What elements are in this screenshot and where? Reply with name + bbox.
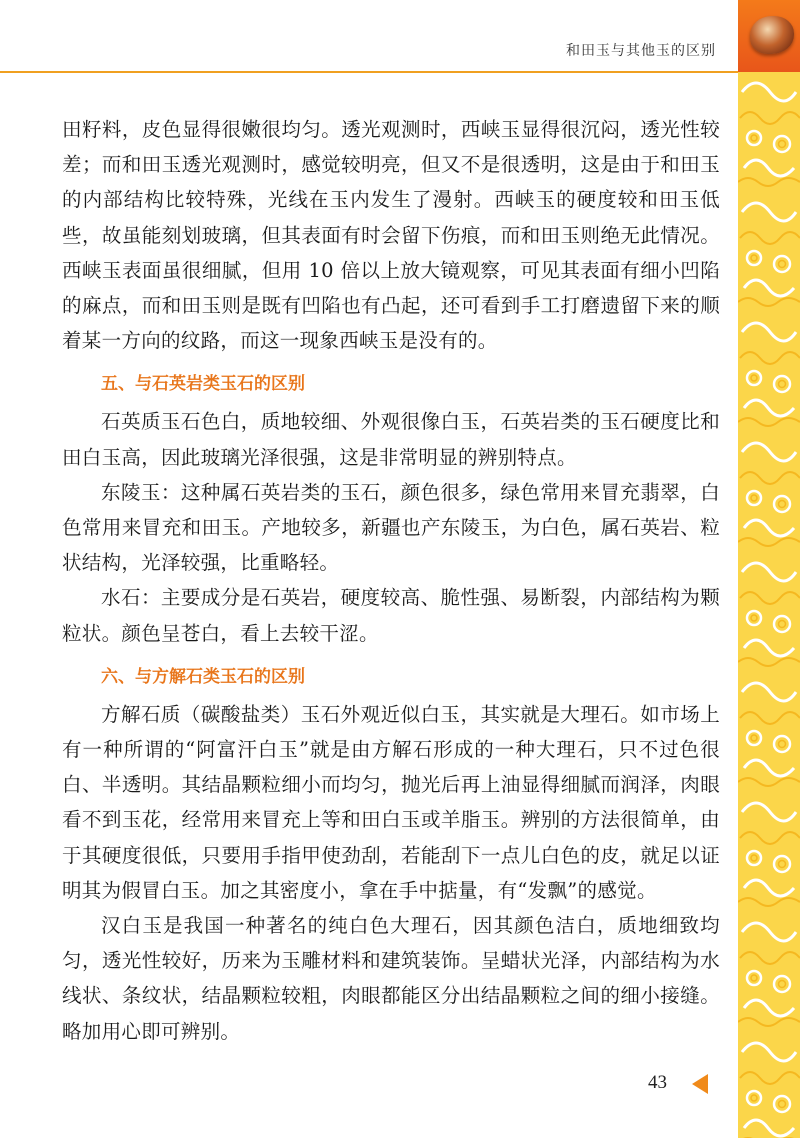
paragraph-calcite-jade: 方解石质（碳酸盐类）玉石外观近似白玉，其实就是大理石。如市场上有一种所谓的“阿富汗白玉”就是由方解石形成的一种大理石，只不过色很白、半透明。其结晶颗粒细小而均匀，抛光后再上油显得细腻而润泽，肉眼看不到玉花，经常用来冒充上等和田白玉或羊脂玉。辨别的方法很简单，由于其硬度很低，只要用手指甲使劲刮，若能刮下一点儿白色的皮，就足以证明其为假冒白玉。加之其密度小，拿在手中掂量，有“发飘”的感觉。 [62, 702, 720, 902]
paragraph-dongling-jade: 东陵玉：这种属石英岩类的玉石，颜色很多，绿色常用来冒充翡翠，白色常用来冒充和田玉。产地较多，新疆也产东陵玉，为白色，属石英岩、粒状结构，光泽较强，比重略轻。 [62, 480, 720, 575]
page-body [62, 112, 720, 1049]
corner-ornament [738, 0, 800, 72]
jade-stone-icon [750, 16, 794, 54]
paragraph-quartz-jade: 石英质玉石色白，质地较细、外观很像白玉，石英岩类的玉石硬度比和田白玉高，因此玻璃光泽很强，这是非常明显的辨别特点。 [62, 410, 720, 469]
running-title: 和田玉与其他玉的区别 [566, 43, 716, 59]
decorative-cloud-border [738, 72, 800, 1138]
page-number: 43 [648, 1072, 667, 1093]
paragraph-xixia-comparison: 田籽料，皮色显得很嫩很均匀。透光观测时，西峡玉显得很沉闷，透光性较差；而和田玉透光观测时，感觉较明亮，但又不是很透明，这是由于和田玉的内部结构比较特殊，光线在玉内发生了漫射。西峡玉的硬度较和田玉低些，故虽能刻划玻璃，但其表面有时会留下伤痕，而和田玉则绝无此情况。西峡玉表面虽很细腻，但用 10 倍以上放大镜观察，可见其表面有细小凹陷的麻点，而和田玉则是既有凹陷也有凸起，还可看到手工打磨遗留下来的顺着某一方向的纹路，而这一现象西峡玉是没有的。 [62, 118, 720, 353]
paragraph-han-white-marble: 汉白玉是我国一种著名的纯白色大理石，因其颜色洁白，质地细致均匀，透光性较好，历来为玉雕材料和建筑装饰。呈蜡状光泽，内部结构为水线状、条纹状，结晶颗粒较粗，肉眼都能区分出结晶颗粒之间的细小接缝。略加用心即可辨别。 [62, 914, 720, 1043]
page-arrow-icon [692, 1074, 708, 1094]
section-heading-calcite: 六、与方解石类玉石的区别 [101, 666, 305, 687]
cloud-pattern-icon [738, 72, 800, 1138]
paragraph-water-stone: 水石：主要成分是石英岩，硬度较高、脆性强、易断裂，内部结构为颗粒状。颜色呈苍白，看上去较干涩。 [62, 586, 720, 645]
header-rule [0, 71, 738, 73]
section-heading-quartzite: 五、与石英岩类玉石的区别 [101, 374, 305, 395]
